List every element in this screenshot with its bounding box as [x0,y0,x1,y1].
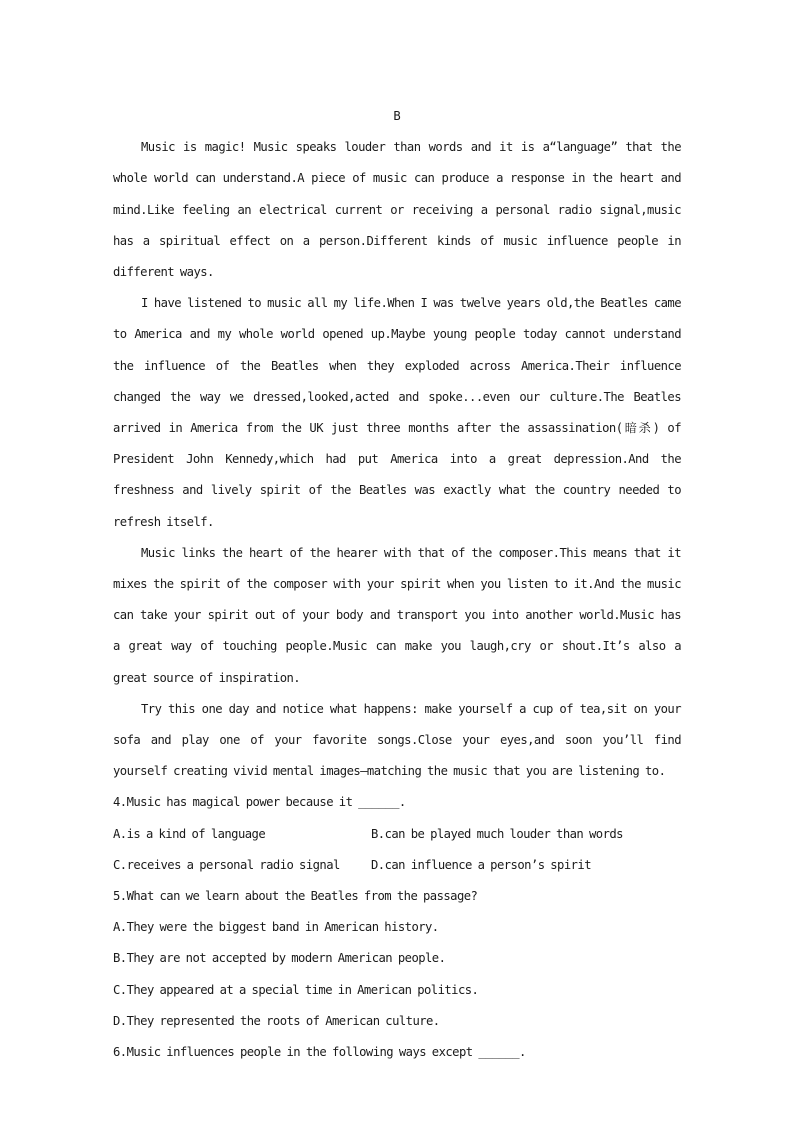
question-5-stem: 5.What can we learn about the Beatles from the passage? [113,889,478,904]
question-5-option-a: A.They were the biggest band in American history. [113,920,439,935]
passage-paragraph-1: Music is magic! Music speaks louder than words and it is a“language” that the whole world can understand.A piece of music can produce a response in the heart and mind.Like feeling an electrical current or receiving a personal radio signal,music has a spiritual effect on a person.Different kinds of music influence people in different ways. [113,140,681,279]
question-5-option-b: B.They are not accepted by modern American people. [113,951,446,966]
question-4-options-row-1 [113,819,681,850]
passage-paragraph-3: Music links the heart of the hearer with that of the composer.This means that it mixes the spirit of the composer with your spirit when you listen to it.And the music can take your spirit out of your body and transport you into another world.Music has a great way of touching people.Music can make you laugh,cry or shout.It’s also a great source of inspiration. [113,545,681,685]
passage-paragraph-4: Try this one day and notice what happens: make yourself a cup of tea,sit on your sofa and play one of your favorite songs.Close your eyes,and soon you’ll find yourself creating vivid mental images—matching the music that you are listening to. [113,701,681,779]
question-5-option-c: C.They appeared at a special time in American politics. [113,982,479,997]
question-6-stem: 6.Music influences people in the following ways except ______. [113,1045,526,1060]
document-page [113,101,681,1068]
question-4-option-a: A.is a kind of language [113,826,266,841]
question-4-option-d: D.can influence a person’s spirit [371,857,591,872]
section-label: B [393,109,401,123]
question-4-option-c: C.receives a personal radio signal [113,857,340,872]
question-4-option-b: B.can be played much louder than words [371,826,623,841]
question-4-options-row-2 [113,850,681,881]
passage-paragraph-2: I have listened to music all my life.When I was twelve years old,the Beatles came to America and my whole world opened up.Maybe young people today cannot understand the influence of the Beatles when they exploded across America.Their influence changed the way we dressed,looked,acted and spoke...even our culture.The Beatles arrived in America from the UK just three months after the assassination(暗杀) of President John Kennedy,which had put America into a great depression.And the freshness and lively spirit of the Beatles was exactly what the country needed to refresh itself. [113,296,681,529]
question-5-option-d: D.They represented the roots of American culture. [113,1013,440,1028]
question-4-stem: 4.Music has magical power because it ______. [113,795,406,810]
